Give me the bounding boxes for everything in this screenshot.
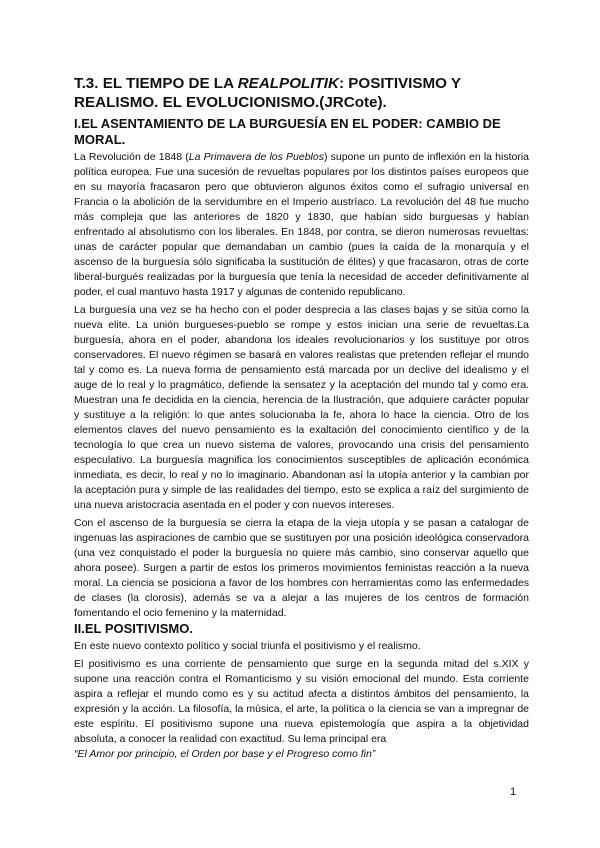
section-1-paragraph-1 [74,150,529,300]
page-content [74,74,529,762]
section-2-paragraph-1: En este nuevo contexto político y social triunfa el positivismo y el realismo. [74,640,421,652]
title-italic: REALPOLITIK [237,75,339,92]
section-2-heading: II.EL POSITIVISMO. [74,621,193,636]
paragraph-text: El positivismo es una corriente de pensamiento que surge en la segunda mitad del s.XIX y supone una reacción contra el Romanticismo y su visión emocional del mundo. Esta corriente aspira a reflejar el mundo como es y su actitud afecta a distintos ámbitos del pensamiento, la expresión y la acción. La filosofía, la música, el arte, la política o la ciencia se van a impregnar de este espíritu. El positivismo supone una nueva epistemología que aspira a la objetividad absoluta, a conocer la realidad con exactitud. Su lema principal era [74,658,529,745]
section-2-paragraph-2 [74,657,529,762]
page-number: 1 [510,786,517,798]
paragraph-text: ) supone un punto de inflexión en la historia política europea. Fue una sucesión de revueltas populares por los distintos países europeos que en su mayoría fracasaron pero que obtuvieron algunos éxitos como el sufragio universal en Francia o la abolición de la servidumbre en el Imperio austríaco. La revolución del 48 fue mucho más compleja que las anteriores de 1820 y 1830, que habían sido burguesas y habían enfrentado al absolutismo con los liberales. En 1848, por contra, se dieron numerosas revueltas: unas de carácter popular que demandaban un cambio (pues la caída de la monarquía y el ascenso de la burguesía sólo significaba la sustitución de élites) y que fracasaron, otras de corte liberal-burgués realizadas por la burguesía que tenía la necesidad de acceder definitivamente al poder, el cual mantuvo hasta 1917 y algunas de contenido republicano. [74,151,529,298]
paragraph-italic: La Primavera de los Pueblos [188,151,324,163]
title-prefix: T.3. EL TIEMPO DE LA [74,75,238,92]
section-1-paragraph-3: Con el ascenso de la burguesía se cierra la etapa de la vieja utopía y se pasan a catalogar de ingenuas las aspiraciones de cambio que se sustituyen por una posición ideológica conservadora (una vez conquistado el poder la burguesía no quiere más cambio, sino conservar aquello que ahora posee). Surgen a partir de estos los primeros movimientos feministas reacción a la nueva moral. La ciencia se posiciona a favor de los hombres con herramientas como las enfermedades de clases (la clorosis), además se va a alejar a las mujeres de los centros de formación fomentando el ocio femenino y la maternidad. [74,517,529,619]
positivism-motto: “El Amor por principio, el Orden por base y el Progreso como fin” [74,748,376,760]
document-title [74,74,529,112]
title-suffix: : POSITIVISMO Y REALISMO. EL EVOLUCIONISMO.(JRCote). [74,75,461,111]
section-1-heading: I.EL ASENTAMIENTO DE LA BURGUESÍA EN EL PODER: CAMBIO DE MORAL. [74,116,501,147]
section-1-paragraph-2: La burguesía una vez se ha hecho con el poder desprecia a las clases bajas y se sitúa como la nueva elite. La unión burgueses-pueblo se rompe y estos inician una serie de revueltas.La burguesía, ahora en el poder, abandona los ideales revolucionarios y los sustituye por otros conservadores. El nuevo régimen se basará en valores realistas que pretenden reflejar el mundo tal y como es. La nueva forma de pensamiento está marcada por un declive del idealismo y el auge de lo real y lo pragmático, defiende la sensatez y la aceptación del mundo tal y como era. Muestran una fe decidida en la ciencia, herencia de la Ilustración, que adquiere carácter popular y sustituye a la religión: lo que antes solucionaba la fe, ahora lo hace la ciencia. Otro de los elementos claves del nuevo pensamiento es la exaltación del conocimiento científico y de la tecnología lo que crea un nuevo sistema de valores, provocando una crisis del pensamiento especulativo. La burguesía magnifica los conocimientos susceptibles de aplicación económica inmediata, es decir, lo real y no lo imaginario. Abandonan así la utopía anterior y la cambian por la aceptación pura y simple de las realidades del tiempo, esto se explica a raíz del surgimiento de una nueva aristocracia asentada en el poder y con nuevos intereses. [74,304,529,511]
paragraph-text: La Revolución de 1848 ( [74,151,189,163]
